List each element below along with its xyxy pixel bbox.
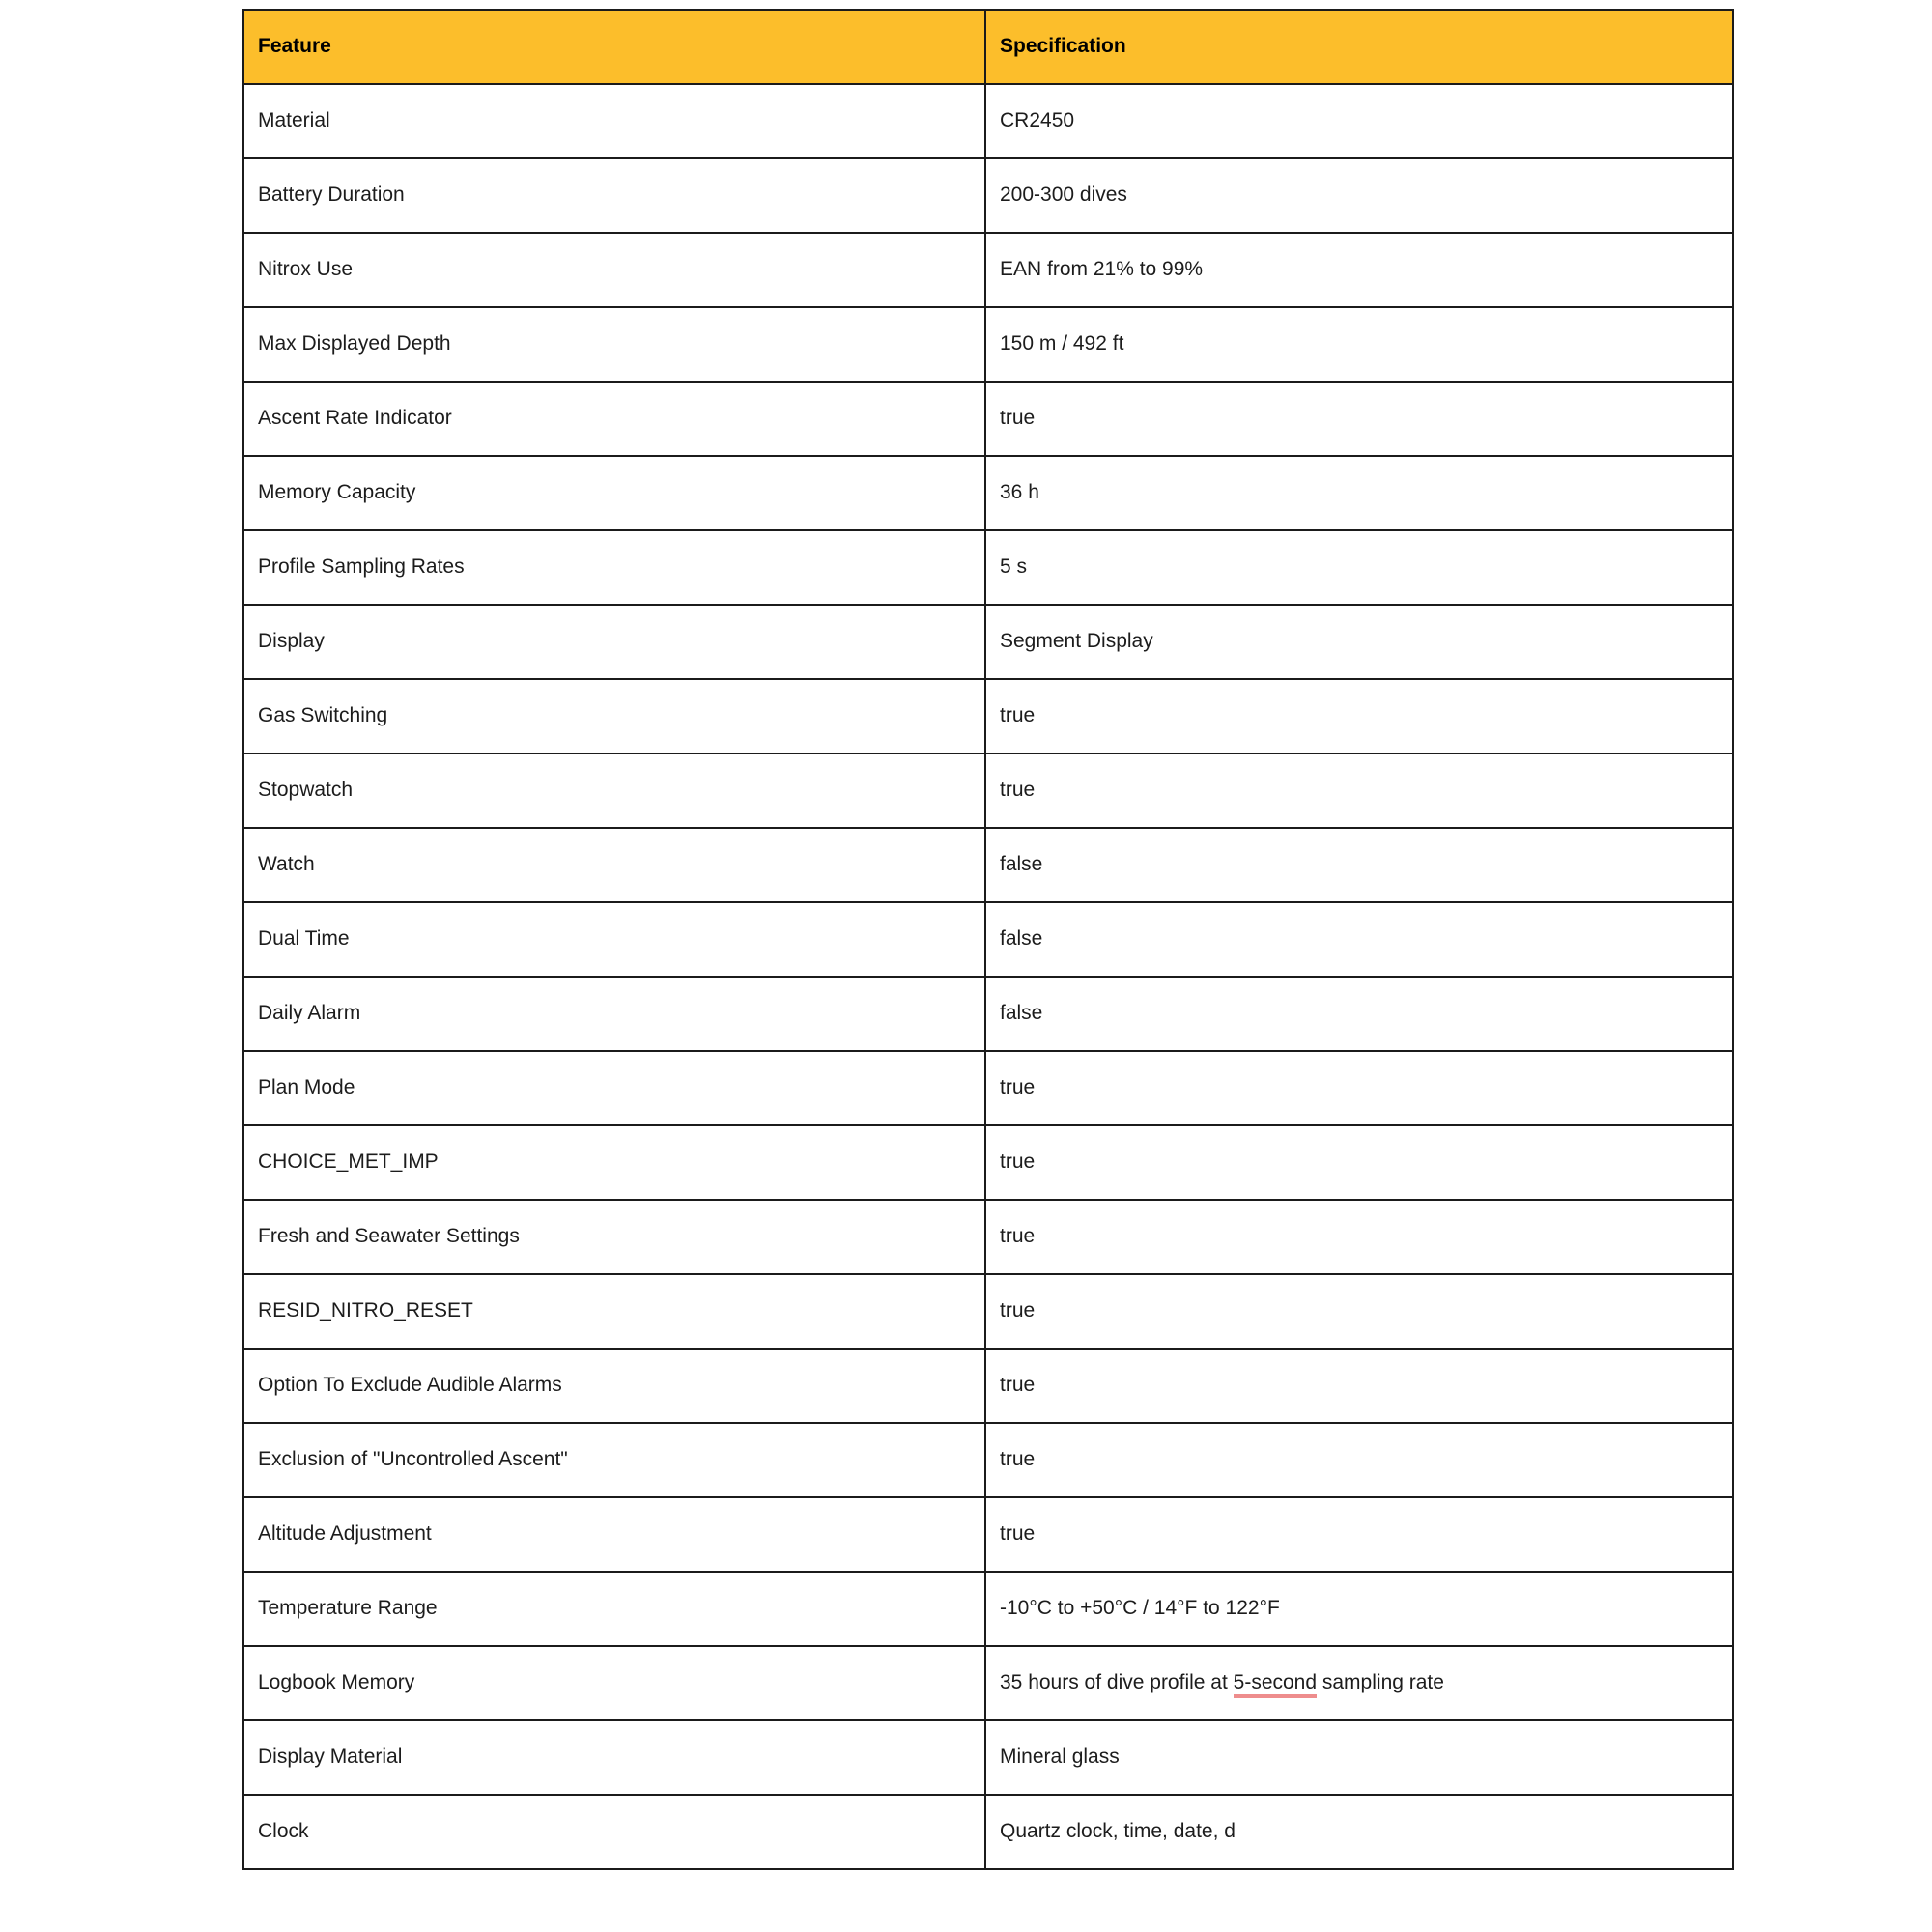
feature-cell[interactable]: Stopwatch: [243, 753, 985, 828]
table-row: [243, 828, 1733, 902]
feature-cell[interactable]: Dual Time: [243, 902, 985, 977]
table-row: [243, 1051, 1733, 1125]
specification-cell[interactable]: EAN from 21% to 99%: [985, 233, 1733, 307]
header-row: [243, 10, 1733, 84]
column-header-specification[interactable]: Specification: [985, 10, 1733, 84]
table-row: [243, 307, 1733, 382]
specification-cell[interactable]: true: [985, 1497, 1733, 1572]
table-row: [243, 1795, 1733, 1869]
feature-cell[interactable]: Altitude Adjustment: [243, 1497, 985, 1572]
table-row: [243, 382, 1733, 456]
specification-cell[interactable]: -10°C to +50°C / 14°F to 122°F: [985, 1572, 1733, 1646]
table-row: [243, 456, 1733, 530]
table-row: [243, 1497, 1733, 1572]
feature-cell[interactable]: Exclusion of "Uncontrolled Ascent": [243, 1423, 985, 1497]
specification-cell[interactable]: false: [985, 828, 1733, 902]
feature-cell[interactable]: Plan Mode: [243, 1051, 985, 1125]
spellcheck-underlined-text: 5-second: [1234, 1671, 1317, 1698]
specification-cell[interactable]: true: [985, 1051, 1733, 1125]
table-row: [243, 233, 1733, 307]
feature-cell[interactable]: Memory Capacity: [243, 456, 985, 530]
feature-cell[interactable]: CHOICE_MET_IMP: [243, 1125, 985, 1200]
specification-cell[interactable]: false: [985, 977, 1733, 1051]
specification-cell[interactable]: true: [985, 1274, 1733, 1349]
specification-cell[interactable]: 200-300 dives: [985, 158, 1733, 233]
table-row: [243, 1572, 1733, 1646]
table-row: [243, 1646, 1733, 1720]
feature-cell[interactable]: Temperature Range: [243, 1572, 985, 1646]
specification-cell[interactable]: false: [985, 902, 1733, 977]
feature-cell[interactable]: Nitrox Use: [243, 233, 985, 307]
table-row: [243, 1349, 1733, 1423]
table-row: [243, 977, 1733, 1051]
feature-cell[interactable]: Logbook Memory: [243, 1646, 985, 1720]
specification-cell[interactable]: true: [985, 1423, 1733, 1497]
column-header-feature[interactable]: Feature: [243, 10, 985, 84]
specification-cell[interactable]: Quartz clock, time, date, d: [985, 1795, 1733, 1869]
table-row: [243, 1274, 1733, 1349]
feature-cell[interactable]: Material: [243, 84, 985, 158]
table-row: [243, 1125, 1733, 1200]
table-row: [243, 902, 1733, 977]
table-row: [243, 530, 1733, 605]
specification-cell[interactable]: CR2450: [985, 84, 1733, 158]
feature-cell[interactable]: Battery Duration: [243, 158, 985, 233]
specification-cell[interactable]: Segment Display: [985, 605, 1733, 679]
feature-cell[interactable]: Clock: [243, 1795, 985, 1869]
specification-cell[interactable]: 35 hours of dive profile at 5-second sampling rate: [985, 1646, 1733, 1720]
specification-cell[interactable]: 150 m / 492 ft: [985, 307, 1733, 382]
feature-cell[interactable]: Ascent Rate Indicator: [243, 382, 985, 456]
specification-cell[interactable]: true: [985, 1200, 1733, 1274]
feature-cell[interactable]: Gas Switching: [243, 679, 985, 753]
specification-cell[interactable]: true: [985, 679, 1733, 753]
table-row: [243, 1423, 1733, 1497]
feature-cell[interactable]: Fresh and Seawater Settings: [243, 1200, 985, 1274]
specification-cell[interactable]: true: [985, 382, 1733, 456]
specification-cell[interactable]: 5 s: [985, 530, 1733, 605]
table-row: [243, 1200, 1733, 1274]
feature-cell[interactable]: Profile Sampling Rates: [243, 530, 985, 605]
specification-cell[interactable]: true: [985, 1349, 1733, 1423]
table-body: [243, 84, 1733, 1869]
feature-cell[interactable]: Max Displayed Depth: [243, 307, 985, 382]
table-row: [243, 158, 1733, 233]
specification-table: [242, 9, 1734, 1870]
specification-cell[interactable]: true: [985, 753, 1733, 828]
table-row: [243, 84, 1733, 158]
table-row: [243, 605, 1733, 679]
feature-cell[interactable]: Option To Exclude Audible Alarms: [243, 1349, 985, 1423]
specification-cell[interactable]: Mineral glass: [985, 1720, 1733, 1795]
feature-cell[interactable]: Display: [243, 605, 985, 679]
specification-cell[interactable]: 36 h: [985, 456, 1733, 530]
table-row: [243, 1720, 1733, 1795]
feature-cell[interactable]: Watch: [243, 828, 985, 902]
table-row: [243, 679, 1733, 753]
table-row: [243, 753, 1733, 828]
feature-cell[interactable]: Daily Alarm: [243, 977, 985, 1051]
feature-cell[interactable]: RESID_NITRO_RESET: [243, 1274, 985, 1349]
feature-cell[interactable]: Display Material: [243, 1720, 985, 1795]
specification-cell[interactable]: true: [985, 1125, 1733, 1200]
